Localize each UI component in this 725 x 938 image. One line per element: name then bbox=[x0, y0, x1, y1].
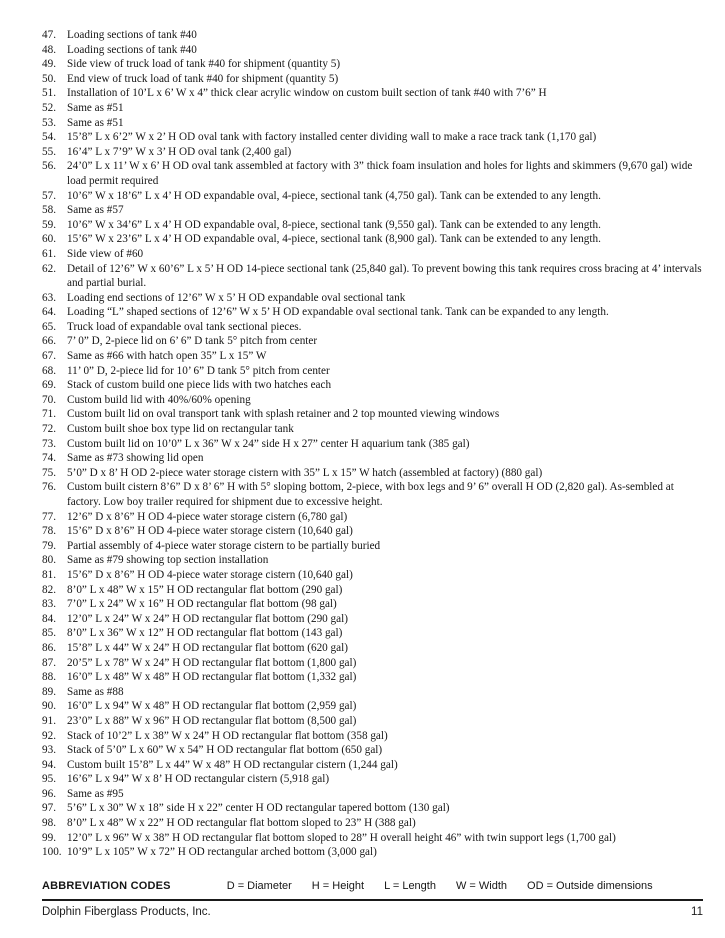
item-number: 87. bbox=[42, 656, 56, 669]
item-number: 66. bbox=[42, 335, 56, 348]
item-number: 81. bbox=[42, 568, 56, 581]
item-number: 82. bbox=[42, 583, 56, 596]
item-text: 15’8” L x 6’2” W x 2’ H OD oval tank with factory installed center dividing wall to make a race track tank (1,170 gal) bbox=[67, 131, 597, 144]
item-text: 15’6” D x 8’6” H OD 4-piece water storage cistern (10,640 gal) bbox=[67, 525, 353, 538]
item-number: 54. bbox=[42, 131, 56, 144]
item-number: 98. bbox=[42, 817, 56, 830]
list-item bbox=[42, 407, 703, 422]
abbreviation-code: W = Width bbox=[455, 879, 508, 892]
item-text: 5’0” D x 8’ H OD 2-piece water storage cistern with 35” L x 15” W hatch (assembled at factory) (880 gal) bbox=[67, 466, 543, 479]
list-item bbox=[42, 510, 703, 525]
list-item bbox=[42, 28, 703, 43]
item-text: 12’6” D x 8’6” H OD 4-piece water storage cistern (6,780 gal) bbox=[67, 510, 348, 523]
list-item bbox=[42, 86, 703, 101]
item-text: Stack of 5’0” L x 60” W x 54” H OD rectangular flat bottom (650 gal) bbox=[67, 744, 383, 757]
item-number: 99. bbox=[42, 831, 56, 844]
item-number: 57. bbox=[42, 189, 56, 202]
item-text: 5’6” L x 30” W x 18” side H x 22” center H OD rectangular tapered bottom (130 gal) bbox=[67, 802, 450, 815]
list-item bbox=[42, 568, 703, 583]
item-number: 55. bbox=[42, 145, 56, 158]
abbreviation-code: D = Diameter bbox=[226, 879, 292, 892]
item-number: 91. bbox=[42, 714, 56, 727]
abbreviation-codes-label: ABBREVIATION CODES bbox=[42, 879, 171, 892]
item-number: 77. bbox=[42, 510, 56, 523]
item-text: 8’0” L x 48” W x 15” H OD rectangular flat bottom (290 gal) bbox=[67, 583, 343, 596]
item-text: 10’6” W x 34’6” L x 4’ H OD expandable oval, 8-piece, sectional tank (9,550 gal). Tank can be extended to any length. bbox=[67, 218, 601, 231]
list-item bbox=[42, 349, 703, 364]
item-text: 23’0” L x 88” W x 96” H OD rectangular flat bottom (8,500 gal) bbox=[67, 714, 357, 727]
item-text: Installation of 10’L x 6’ W x 4” thick clear acrylic window on custom built section of tank #40 with 7’6” H bbox=[67, 87, 547, 100]
list-item bbox=[42, 116, 703, 131]
list-item bbox=[42, 72, 703, 87]
item-text: Partial assembly of 4-piece water storage cistern to be partially buried bbox=[67, 539, 381, 552]
list-item bbox=[42, 466, 703, 481]
list-item bbox=[42, 831, 703, 846]
item-number: 69. bbox=[42, 379, 56, 392]
item-text: Truck load of expandable oval tank sectional pieces. bbox=[67, 320, 302, 333]
item-text: 24’0” L x 11’ W x 6’ H OD oval tank assembled at factory with 3” thick foam insulation and holes for lights and skimmers (9,670 gal) wide load permit required bbox=[67, 160, 693, 187]
item-number: 83. bbox=[42, 598, 56, 611]
list-item bbox=[42, 291, 703, 306]
item-number: 63. bbox=[42, 291, 56, 304]
company-name: Dolphin Fiberglass Products, Inc. bbox=[42, 905, 211, 918]
item-number: 76. bbox=[42, 481, 56, 494]
list-item bbox=[42, 787, 703, 802]
item-number: 88. bbox=[42, 671, 56, 684]
item-number: 59. bbox=[42, 218, 56, 231]
item-number: 90. bbox=[42, 700, 56, 713]
list-item bbox=[42, 539, 703, 554]
item-number: 100. bbox=[42, 846, 62, 859]
list-item bbox=[42, 553, 703, 568]
list-item bbox=[42, 743, 703, 758]
item-text: Same as #51 bbox=[67, 101, 124, 114]
abbreviation-code: L = Length bbox=[384, 879, 436, 892]
list-item bbox=[42, 437, 703, 452]
abbreviation-code: OD = Outside dimensions bbox=[527, 879, 653, 892]
item-text: Stack of custom build one piece lids with two hatches each bbox=[67, 379, 332, 392]
item-text: Loading sections of tank #40 bbox=[67, 29, 197, 41]
item-number: 96. bbox=[42, 787, 56, 800]
list-item bbox=[42, 378, 703, 393]
item-number: 79. bbox=[42, 539, 56, 552]
item-text: Custom built shoe box type lid on rectangular tank bbox=[67, 423, 294, 436]
item-number: 51. bbox=[42, 87, 56, 100]
list-item bbox=[42, 262, 703, 291]
item-text: Loading “L” shaped sections of 12’6” W x 5’ H OD expandable oval sectional tank. Tank can be expanded to any length. bbox=[67, 306, 609, 319]
item-text: 15’8” L x 44” W x 24” H OD rectangular flat bottom (620 gal) bbox=[67, 641, 348, 654]
list-item bbox=[42, 699, 703, 714]
list-item bbox=[42, 845, 703, 860]
item-number: 72. bbox=[42, 423, 56, 436]
item-text: Custom built lid on oval transport tank with splash retainer and 2 top mounted viewing windows bbox=[67, 408, 500, 421]
item-number: 48. bbox=[42, 43, 56, 56]
list-item bbox=[42, 247, 703, 262]
item-text: Custom build lid with 40%/60% opening bbox=[67, 393, 251, 406]
item-number: 95. bbox=[42, 773, 56, 786]
list-item bbox=[42, 364, 703, 379]
list-item bbox=[42, 101, 703, 116]
item-text: 12’0” L x 96” W x 38” H OD rectangular flat bottom sloped to 28” H overall height 46” with twin support legs (1,700 gal) bbox=[67, 831, 616, 844]
item-text: Same as #51 bbox=[67, 116, 124, 129]
item-text: 15’6” D x 8’6” H OD 4-piece water storage cistern (10,640 gal) bbox=[67, 568, 353, 581]
item-number: 74. bbox=[42, 452, 56, 465]
item-number: 75. bbox=[42, 466, 56, 479]
item-text: 8’0” L x 48” W x 22” H OD rectangular flat bottom sloped to 23” H (388 gal) bbox=[67, 817, 416, 830]
item-text: Custom built 15’8” L x 44” W x 48” H OD rectangular cistern (1,244 gal) bbox=[67, 758, 398, 771]
item-number: 85. bbox=[42, 627, 56, 640]
list-item bbox=[42, 320, 703, 335]
list-item bbox=[42, 612, 703, 627]
item-text: 10’9” L x 105” W x 72” H OD rectangular arched bottom (3,000 gal) bbox=[67, 846, 377, 859]
item-text: Same as #57 bbox=[67, 204, 124, 217]
item-text: Loading end sections of 12’6” W x 5’ H OD expandable oval sectional tank bbox=[67, 291, 406, 304]
item-text: Same as #73 showing lid open bbox=[67, 452, 204, 465]
item-text: End view of truck load of tank #40 for shipment (quantity 5) bbox=[67, 72, 339, 85]
list-item bbox=[42, 626, 703, 641]
item-number: 89. bbox=[42, 685, 56, 698]
item-number: 53. bbox=[42, 116, 56, 129]
list-item bbox=[42, 57, 703, 72]
item-number: 94. bbox=[42, 758, 56, 771]
item-number: 49. bbox=[42, 58, 56, 71]
item-number: 68. bbox=[42, 364, 56, 377]
item-text: Detail of 12’6” W x 60’6” L x 5’ H OD 14-piece sectional tank (25,840 gal). To prevent bowing this tank requires cross bracing at 4’ intervals and partial burial. bbox=[67, 262, 702, 290]
item-text: 8’0” L x 36” W x 12” H OD rectangular flat bottom (143 gal) bbox=[67, 627, 343, 640]
list-item bbox=[42, 451, 703, 466]
list-item bbox=[42, 656, 703, 671]
list-item bbox=[42, 218, 703, 233]
list-item bbox=[42, 758, 703, 773]
page-number: 11 bbox=[691, 905, 703, 918]
list-item bbox=[42, 232, 703, 247]
item-text: Custom built cistern 8’6” D x 8’ 6” H with 5° sloping bottom, 2-piece, with box legs and 9’ 6” overall H OD (2,820 gal). As-sembled at factory. Low boy trailer required for shipment due to excessive height. bbox=[67, 481, 674, 508]
list-item bbox=[42, 393, 703, 408]
item-text: 10’6” W x 18’6” L x 4’ H OD expandable oval, 4-piece, sectional tank (4,750 gal). Tank can be extended to any length. bbox=[67, 189, 601, 202]
list-item bbox=[42, 641, 703, 656]
item-text: Same as #95 bbox=[67, 787, 124, 800]
item-number: 70. bbox=[42, 393, 56, 406]
item-text: Side view of #60 bbox=[67, 247, 144, 260]
list-item bbox=[42, 670, 703, 685]
list-item bbox=[42, 189, 703, 204]
abbreviation-codes-row bbox=[42, 880, 703, 892]
list-item bbox=[42, 43, 703, 58]
item-number: 73. bbox=[42, 437, 56, 450]
list-item bbox=[42, 305, 703, 320]
item-number: 80. bbox=[42, 554, 56, 567]
list-item bbox=[42, 145, 703, 160]
item-number: 86. bbox=[42, 641, 56, 654]
list-item bbox=[42, 422, 703, 437]
item-text: 15’6” W x 23’6” L x 4’ H OD expandable oval, 4-piece, sectional tank (8,900 gal). Tank can be extended to any length. bbox=[67, 233, 601, 246]
abbreviation-codes-list bbox=[227, 880, 653, 892]
page-footer bbox=[42, 901, 703, 918]
list-item bbox=[42, 816, 703, 831]
item-number: 97. bbox=[42, 802, 56, 815]
item-number: 47. bbox=[42, 29, 56, 41]
item-text: 16’6” L x 94” W x 8’ H OD rectangular cistern (5,918 gal) bbox=[67, 773, 330, 786]
item-text: Same as #66 with hatch open 35” L x 15” W bbox=[67, 350, 267, 363]
item-number: 64. bbox=[42, 306, 56, 319]
item-text: 11’ 0” D, 2-piece lid for 10’ 6” D tank 5° pitch from center bbox=[67, 364, 330, 377]
item-number: 56. bbox=[42, 160, 56, 173]
list-item bbox=[42, 334, 703, 349]
item-text: 7’ 0” D, 2-piece lid on 6’ 6” D tank 5° pitch from center bbox=[67, 335, 318, 348]
list-item bbox=[42, 729, 703, 744]
list-item bbox=[42, 714, 703, 729]
item-text: Side view of truck load of tank #40 for shipment (quantity 5) bbox=[67, 58, 341, 71]
item-number: 67. bbox=[42, 350, 56, 363]
item-number: 62. bbox=[42, 262, 56, 275]
list-item bbox=[42, 597, 703, 612]
list-item bbox=[42, 480, 703, 509]
item-number: 84. bbox=[42, 612, 56, 625]
list-item bbox=[42, 203, 703, 218]
item-number: 60. bbox=[42, 233, 56, 246]
item-number: 61. bbox=[42, 247, 56, 260]
item-list bbox=[42, 28, 703, 860]
list-item bbox=[42, 524, 703, 539]
item-number: 50. bbox=[42, 72, 56, 85]
list-item bbox=[42, 801, 703, 816]
item-number: 65. bbox=[42, 320, 56, 333]
abbreviation-code: H = Height bbox=[311, 879, 365, 892]
item-text: 16’0” L x 94” W x 48” H OD rectangular flat bottom (2,959 gal) bbox=[67, 700, 357, 713]
item-text: Same as #79 showing top section installation bbox=[67, 554, 269, 567]
item-text: 12’0” L x 24” W x 24” H OD rectangular flat bottom (290 gal) bbox=[67, 612, 348, 625]
item-number: 78. bbox=[42, 525, 56, 538]
item-text: Stack of 10’2” L x 38” W x 24” H OD rectangular flat bottom (358 gal) bbox=[67, 729, 388, 742]
list-item bbox=[42, 772, 703, 787]
item-text: 16’0” L x 48” W x 48” H OD rectangular flat bottom (1,332 gal) bbox=[67, 671, 357, 684]
item-text: Same as #88 bbox=[67, 685, 124, 698]
item-text: 20’5” L x 78” W x 24” H OD rectangular flat bottom (1,800 gal) bbox=[67, 656, 357, 669]
item-text: Custom built lid on 10’0” L x 36” W x 24” side H x 27” center H aquarium tank (385 gal) bbox=[67, 437, 470, 450]
item-number: 52. bbox=[42, 101, 56, 114]
list-item bbox=[42, 583, 703, 598]
item-text: 16’4” L x 7’9” W x 3’ H OD oval tank (2,400 gal) bbox=[67, 145, 292, 158]
list-item bbox=[42, 130, 703, 145]
item-number: 93. bbox=[42, 744, 56, 757]
list-item bbox=[42, 685, 703, 700]
item-text: 7’0” L x 24” W x 16” H OD rectangular flat bottom (98 gal) bbox=[67, 598, 337, 611]
list-item bbox=[42, 159, 703, 188]
item-number: 58. bbox=[42, 204, 56, 217]
item-text: Loading sections of tank #40 bbox=[67, 43, 197, 56]
item-number: 71. bbox=[42, 408, 56, 421]
item-number: 92. bbox=[42, 729, 56, 742]
